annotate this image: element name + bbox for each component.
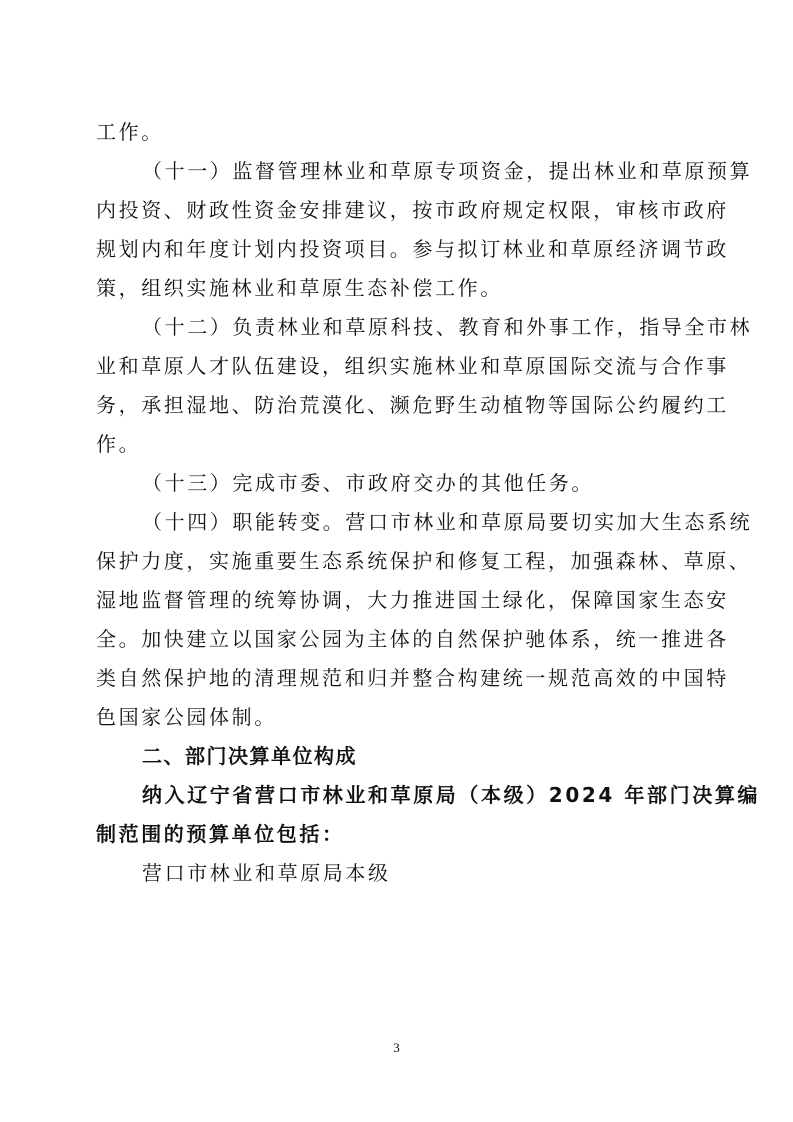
paragraph-line: （十三）完成市委、市政府交办的其他任务。 bbox=[142, 471, 594, 495]
paragraph-line: 规划内和年度计划内投资项目。参与拟订林业和草原经济调节政 bbox=[96, 237, 729, 261]
paragraph-line: 作。 bbox=[96, 432, 142, 456]
paragraph-line: 内投资、财政性资金安排建议，按市政府规定权限，审核市政府 bbox=[96, 198, 729, 222]
paragraph-line: 业和草原人才队伍建设，组织实施林业和草原国际交流与合作事 bbox=[96, 354, 729, 378]
paragraph-line: 保护力度，实施重要生态系统保护和修复工程，加强森林、草原、 bbox=[96, 549, 752, 573]
paragraph-line: 类自然保护地的清理规范和归并整合构建统一规范高效的中国特 bbox=[96, 666, 729, 690]
paragraph-line: （十二）负责林业和草原科技、教育和外事工作，指导全市林 bbox=[142, 315, 753, 339]
section-heading: 二、部门决算单位构成 bbox=[142, 744, 357, 768]
paragraph-line: （十四）职能转变。营口市林业和草原局要切实加大生态系统 bbox=[142, 510, 753, 534]
bold-paragraph-line: 纳入辽宁省营口市林业和草原局（本级）2024 年部门决算编 bbox=[142, 783, 761, 807]
paragraph-line: 色国家公园体制。 bbox=[96, 705, 277, 729]
page-number: 3 bbox=[393, 1040, 400, 1055]
budget-unit-item: 营口市林业和草原局本级 bbox=[142, 861, 391, 885]
paragraph-line: 策，组织实施林业和草原生态补偿工作。 bbox=[96, 276, 503, 300]
paragraph-line: 工作。 bbox=[96, 120, 164, 144]
paragraph-line: 务，承担湿地、防治荒漠化、濒危野生动植物等国际公约履约工 bbox=[96, 393, 729, 417]
paragraph-line: 湿地监督管理的统筹协调，大力推进国土绿化，保障国家生态安 bbox=[96, 588, 729, 612]
paragraph-line: （十一）监督管理林业和草原专项资金，提出林业和草原预算 bbox=[142, 159, 753, 183]
bold-paragraph-line: 制范围的预算单位包括： bbox=[96, 822, 345, 846]
paragraph-line: 全。加快建立以国家公园为主体的自然保护驰体系，统一推进各 bbox=[96, 627, 729, 651]
